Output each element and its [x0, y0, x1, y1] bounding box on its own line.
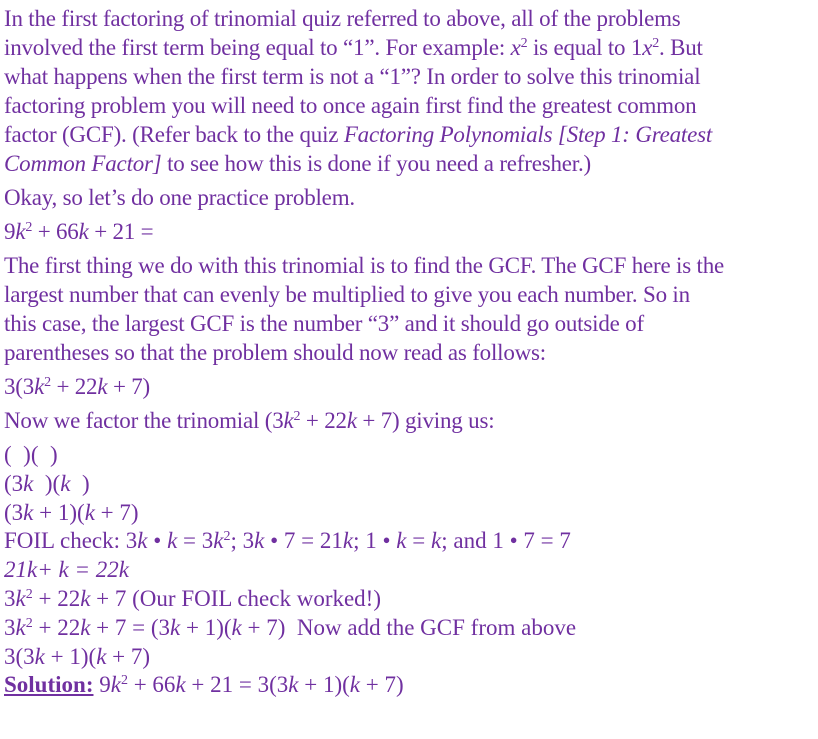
exponent: 2	[120, 673, 128, 689]
factor-intro	[4, 406, 814, 435]
step-empty-parens: ( )( )	[4, 442, 58, 467]
term: (3	[4, 499, 24, 525]
term: + 7)	[106, 643, 151, 669]
foil-check-result	[4, 585, 814, 614]
intro-line: what happens when the first term is not a “1”? In order to solve this trinomial	[4, 64, 701, 89]
term: ; and 1 • 7 = 7	[441, 528, 571, 554]
term: + 66	[32, 219, 79, 244]
variable: k	[78, 219, 89, 244]
gcf-line: this case, the largest GCF is the number “3” and it should go outside of	[4, 311, 644, 336]
term: 3	[4, 585, 16, 611]
variable: k	[15, 585, 26, 611]
variable: k	[231, 614, 242, 640]
term: Now we factor the trinomial (3	[4, 408, 284, 433]
variable: k	[23, 499, 34, 525]
term: • 7 = 21	[264, 528, 343, 554]
variable: k	[175, 672, 186, 698]
coef: 9	[4, 219, 16, 244]
gcf-line: parentheses so that the problem should now read as follows:	[4, 340, 546, 365]
term: = 3	[177, 528, 214, 554]
intro-paragraph	[4, 4, 814, 178]
term: + 7 = (3	[90, 614, 171, 640]
term: 3(3	[4, 643, 35, 669]
variable: k	[170, 614, 181, 640]
exponent: 2	[44, 375, 51, 390]
factored-equation	[4, 614, 814, 643]
term: 3(3	[4, 374, 35, 399]
term: + 22	[32, 614, 81, 640]
variable: k	[97, 374, 108, 399]
variable: k	[80, 585, 91, 611]
factoring-steps	[4, 441, 814, 700]
variable: k	[60, 470, 71, 496]
term: + 7 (Our FOIL check worked!)	[90, 585, 381, 611]
term: (3	[4, 470, 24, 496]
term: + 22	[32, 585, 81, 611]
variable: k	[96, 643, 107, 669]
variable: k	[431, 528, 442, 554]
variable: k	[80, 614, 91, 640]
gcf-result	[4, 372, 814, 401]
term: ; 1 •	[353, 528, 397, 554]
term: ; 3	[230, 528, 255, 554]
term: 9	[93, 672, 111, 698]
solution-label: Solution:	[4, 672, 94, 698]
gcf-line: The first thing we do with this trinomial is to find the GCF. The GCF here is the	[4, 253, 725, 278]
full-factored	[4, 643, 814, 672]
variable: k	[110, 672, 121, 698]
exponent: 2	[293, 409, 301, 424]
term: + 1)(	[180, 614, 232, 640]
variable: k	[137, 528, 148, 554]
variable: k	[349, 672, 360, 698]
practice-line: Okay, so let’s do one practice problem.	[4, 185, 355, 210]
exponent: 2	[25, 220, 33, 235]
term: + 66	[127, 672, 176, 698]
term: + 22	[50, 374, 98, 399]
term: + 1)(	[298, 672, 350, 698]
term: )(	[33, 470, 61, 496]
variable: k	[15, 614, 26, 640]
variable: k	[84, 499, 95, 525]
intro-line: factor (GCF). (Refer back to the quiz	[4, 122, 344, 147]
variable: k	[346, 408, 357, 433]
term: + 21 =	[88, 219, 154, 244]
term: + 22	[300, 408, 347, 433]
variable: k	[342, 528, 354, 554]
term: + 7)	[360, 672, 404, 698]
exponent: 2	[25, 615, 33, 631]
term: FOIL check: 3	[4, 528, 138, 554]
step-factored	[4, 499, 814, 528]
variable: k	[213, 528, 224, 554]
variable: k	[167, 528, 178, 554]
term: 3	[4, 614, 16, 640]
gcf-paragraph	[4, 251, 814, 367]
variable: k	[34, 643, 45, 669]
term: + 7) giving us:	[356, 408, 495, 433]
gcf-line: largest number that can evenly be multiplied to give you each number. So in	[4, 282, 690, 307]
exponent: 2	[223, 529, 231, 545]
term: + 1)(	[44, 643, 97, 669]
problem-equation	[4, 217, 814, 246]
sum-expression: 21k+ k = 22k	[4, 557, 129, 583]
quiz-reference: Factoring Polynomials [Step 1: Greatest	[343, 122, 713, 147]
exponent: 2	[25, 586, 33, 602]
variable: k	[34, 374, 45, 399]
term: + 7)	[107, 374, 151, 399]
intro-line: is equal to 1	[527, 35, 643, 60]
term: =	[406, 528, 431, 554]
term: + 1)(	[33, 499, 85, 525]
variable: x	[642, 35, 653, 60]
term: + 21 = 3(3	[185, 672, 289, 698]
term: + 7) Now add the GCF from above	[241, 614, 577, 640]
term: )	[70, 470, 90, 496]
intro-line: In the first factoring of trinomial quiz referred to above, all of the problems	[4, 6, 681, 31]
variable: k	[396, 528, 407, 554]
intro-line: factoring problem you will need to once again first find the greatest common	[4, 93, 697, 118]
variable: k	[23, 470, 34, 496]
intro-line: to see how this is done if you need a refresher.)	[161, 151, 591, 176]
foil-check	[4, 527, 814, 556]
term: •	[147, 528, 168, 554]
variable: x	[510, 35, 521, 60]
variable: k	[288, 672, 299, 698]
exponent: 2	[652, 36, 660, 51]
step-first-terms	[4, 470, 814, 499]
variable: k	[283, 408, 294, 433]
solution-line	[4, 671, 814, 700]
variable: k	[15, 219, 26, 244]
intro-line: involved the first term being equal to “1”. For example:	[4, 35, 511, 60]
foil-sum	[4, 556, 814, 585]
quiz-reference: Common Factor]	[4, 151, 162, 176]
term: + 7)	[94, 499, 139, 525]
intro-line: . But	[659, 35, 703, 60]
variable: k	[254, 528, 265, 554]
exponent: 2	[520, 36, 528, 51]
